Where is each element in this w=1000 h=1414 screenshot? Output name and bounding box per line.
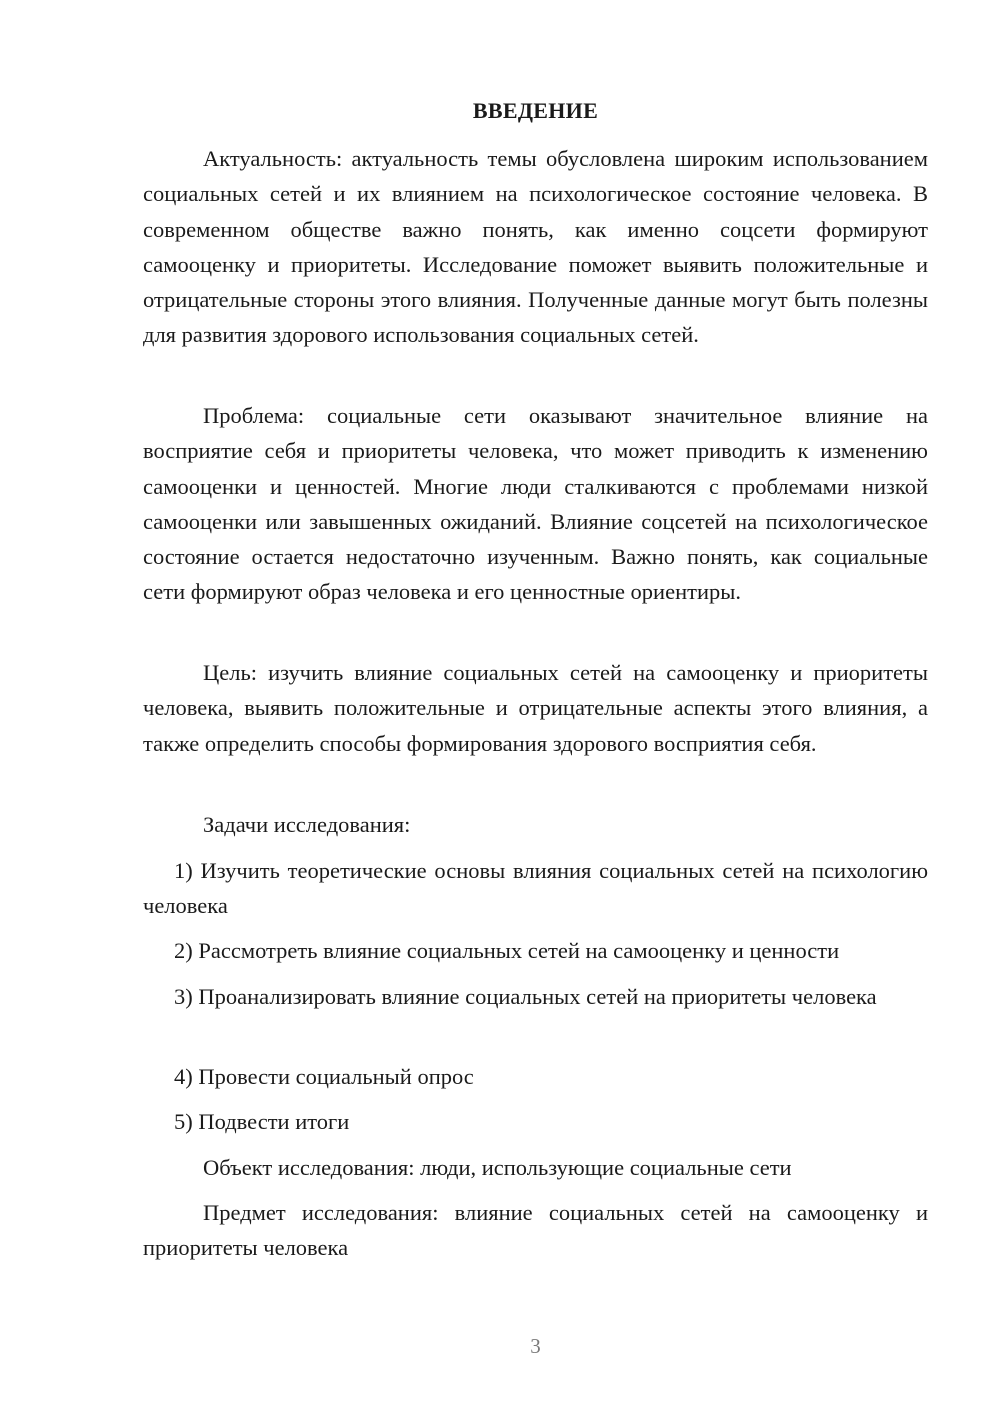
- task-item-5: 5) Подвести итоги: [174, 1109, 350, 1134]
- tasks-heading: Задачи исследования:: [203, 812, 411, 837]
- problem-paragraph: Проблема: социальные сети оказывают значительное влияние на восприятие себя и приоритеты человека, что может приводить к изменению самооценки и ценностей. Многие люди сталкиваются с проблемами низкой самооценки или завышенных ожиданий. Влияние соцсетей на психологическое состояние остается недостаточно изученным. Важно понять, как социальные сети формируют образ человека и его ценностные ориентиры.: [143, 403, 928, 605]
- task-item-2: 2) Рассмотреть влияние социальных сетей на самооценку и ценности: [174, 938, 840, 963]
- relevance-paragraph: Актуальность: актуальность темы обусловлена широким использованием социальных сетей и их влиянием на психологическое состояние человека. В современном обществе важно понять, как именно соцсети формируют самооценку и приоритеты. Исследование поможет выявить положительные и отрицательные стороны этого влияния. Полученные данные могут быть полезны для развития здорового использования социальных сетей.: [143, 146, 928, 348]
- object-paragraph: Объект исследования: люди, использующие социальные сети: [203, 1155, 792, 1180]
- task-item-1: 1) Изучить теоретические основы влияния социальных сетей на психологию человека: [143, 858, 928, 919]
- task-item-4: 4) Провести социальный опрос: [174, 1064, 474, 1089]
- page-number: 3: [530, 1334, 541, 1358]
- subject-paragraph: Предмет исследования: влияние социальных сетей на самооценку и приоритеты человека: [143, 1200, 928, 1261]
- goal-paragraph: Цель: изучить влияние социальных сетей на самооценку и приоритеты человека, выявить положительные и отрицательные аспекты этого влияния, а также определить способы формирования здорового восприятия себя.: [143, 660, 928, 756]
- task-item-3: 3) Проанализировать влияние социальных сетей на приоритеты человека: [174, 984, 877, 1009]
- section-title: ВВЕДЕНИЕ: [472, 98, 599, 123]
